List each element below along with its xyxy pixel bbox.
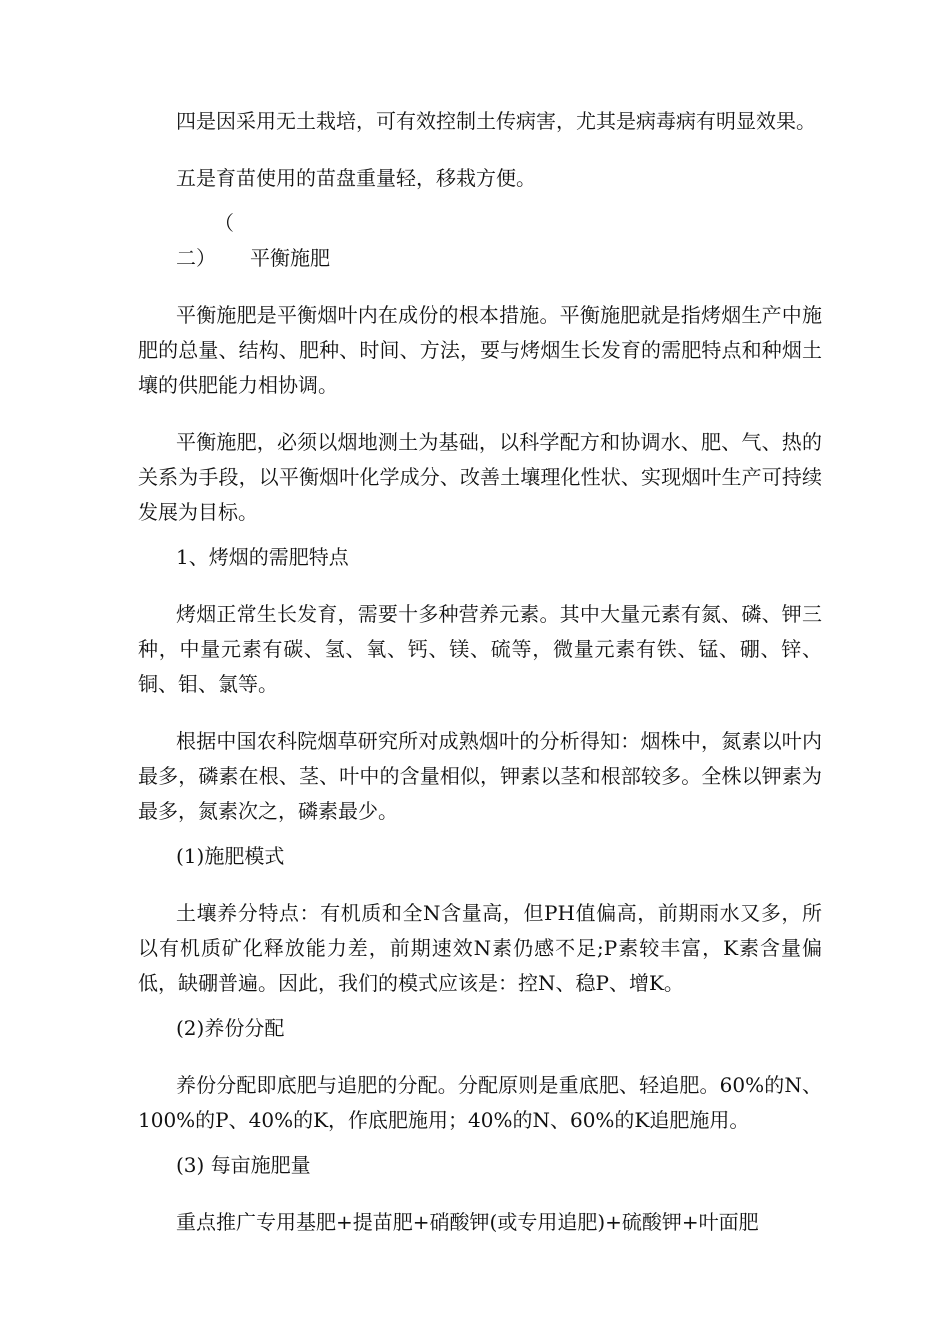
paragraph-soil-characteristics: 土壤养分特点：有机质和全N含量高，但PH值偏高，前期雨水又多，所以有机质矿化释放能力差，前期速效N素仍感不足;P素较丰富，K素含量偏低，缺硼普遍。因此，我们的模式应该是：控N、稳P、增K。 — [138, 901, 822, 995]
paragraph-analysis-results: 根据中国农科院烟草研究所对成熟烟叶的分析得知：烟株中，氮素以叶内最多，磷素在根、茎、叶中的含量相似，钾素以茎和根部较多。全株以钾素为最多，氮素次之，磷素最少。 — [138, 729, 822, 823]
subheading-fertilizer-needs: 1、烤烟的需肥特点 — [176, 545, 349, 569]
paragraph-virus-control: 四是因采用无土栽培，可有效控制土传病害，尤其是病毒病有明显效果。 — [176, 109, 816, 133]
section-number: （二） — [176, 211, 234, 270]
paragraph-recommended-fertilizers: 重点推广专用基肥+提苗肥+硝酸钾(或专用追肥)+硫酸钾+叶面肥 — [176, 1210, 759, 1234]
section-heading-balanced-fertilization — [138, 206, 822, 276]
paragraph-distribution-principle: 养份分配即底肥与追肥的分配。分配原则是重底肥、轻追肥。60%的N、100%的P、40%的K，作底肥施用；40%的N、60%的K追肥施用。 — [138, 1073, 822, 1132]
paragraph-seedling-tray: 五是育苗使用的苗盘重量轻，移栽方便。 — [176, 166, 536, 190]
subheading-fertilization-mode: (1)施肥模式 — [176, 844, 285, 868]
document-body — [138, 104, 822, 1240]
subheading-nutrient-distribution: (2)养份分配 — [176, 1016, 285, 1040]
paragraph-nutrient-elements: 烤烟正常生长发育，需要十多种营养元素。其中大量元素有氮、磷、钾三种，中量元素有碳、氢、氧、钙、镁、硫等，微量元素有铁、锰、硼、锌、铜、钼、氯等。 — [138, 602, 822, 696]
section-title: 平衡施肥 — [250, 246, 330, 270]
paragraph-balanced-method: 平衡施肥，必须以烟地测土为基础，以科学配方和协调水、肥、气、热的关系为手段，以平衡烟叶化学成分、改善土壤理化性状、实现烟叶生产可持续发展为目标。 — [138, 430, 822, 524]
paragraph-balanced-definition: 平衡施肥是平衡烟叶内在成份的根本措施。平衡施肥就是指烤烟生产中施肥的总量、结构、肥种、时间、方法，要与烤烟生长发育的需肥特点和种烟土壤的供肥能力相协调。 — [138, 303, 822, 397]
subheading-fertilizer-amount: (3) 每亩施肥量 — [176, 1153, 311, 1177]
